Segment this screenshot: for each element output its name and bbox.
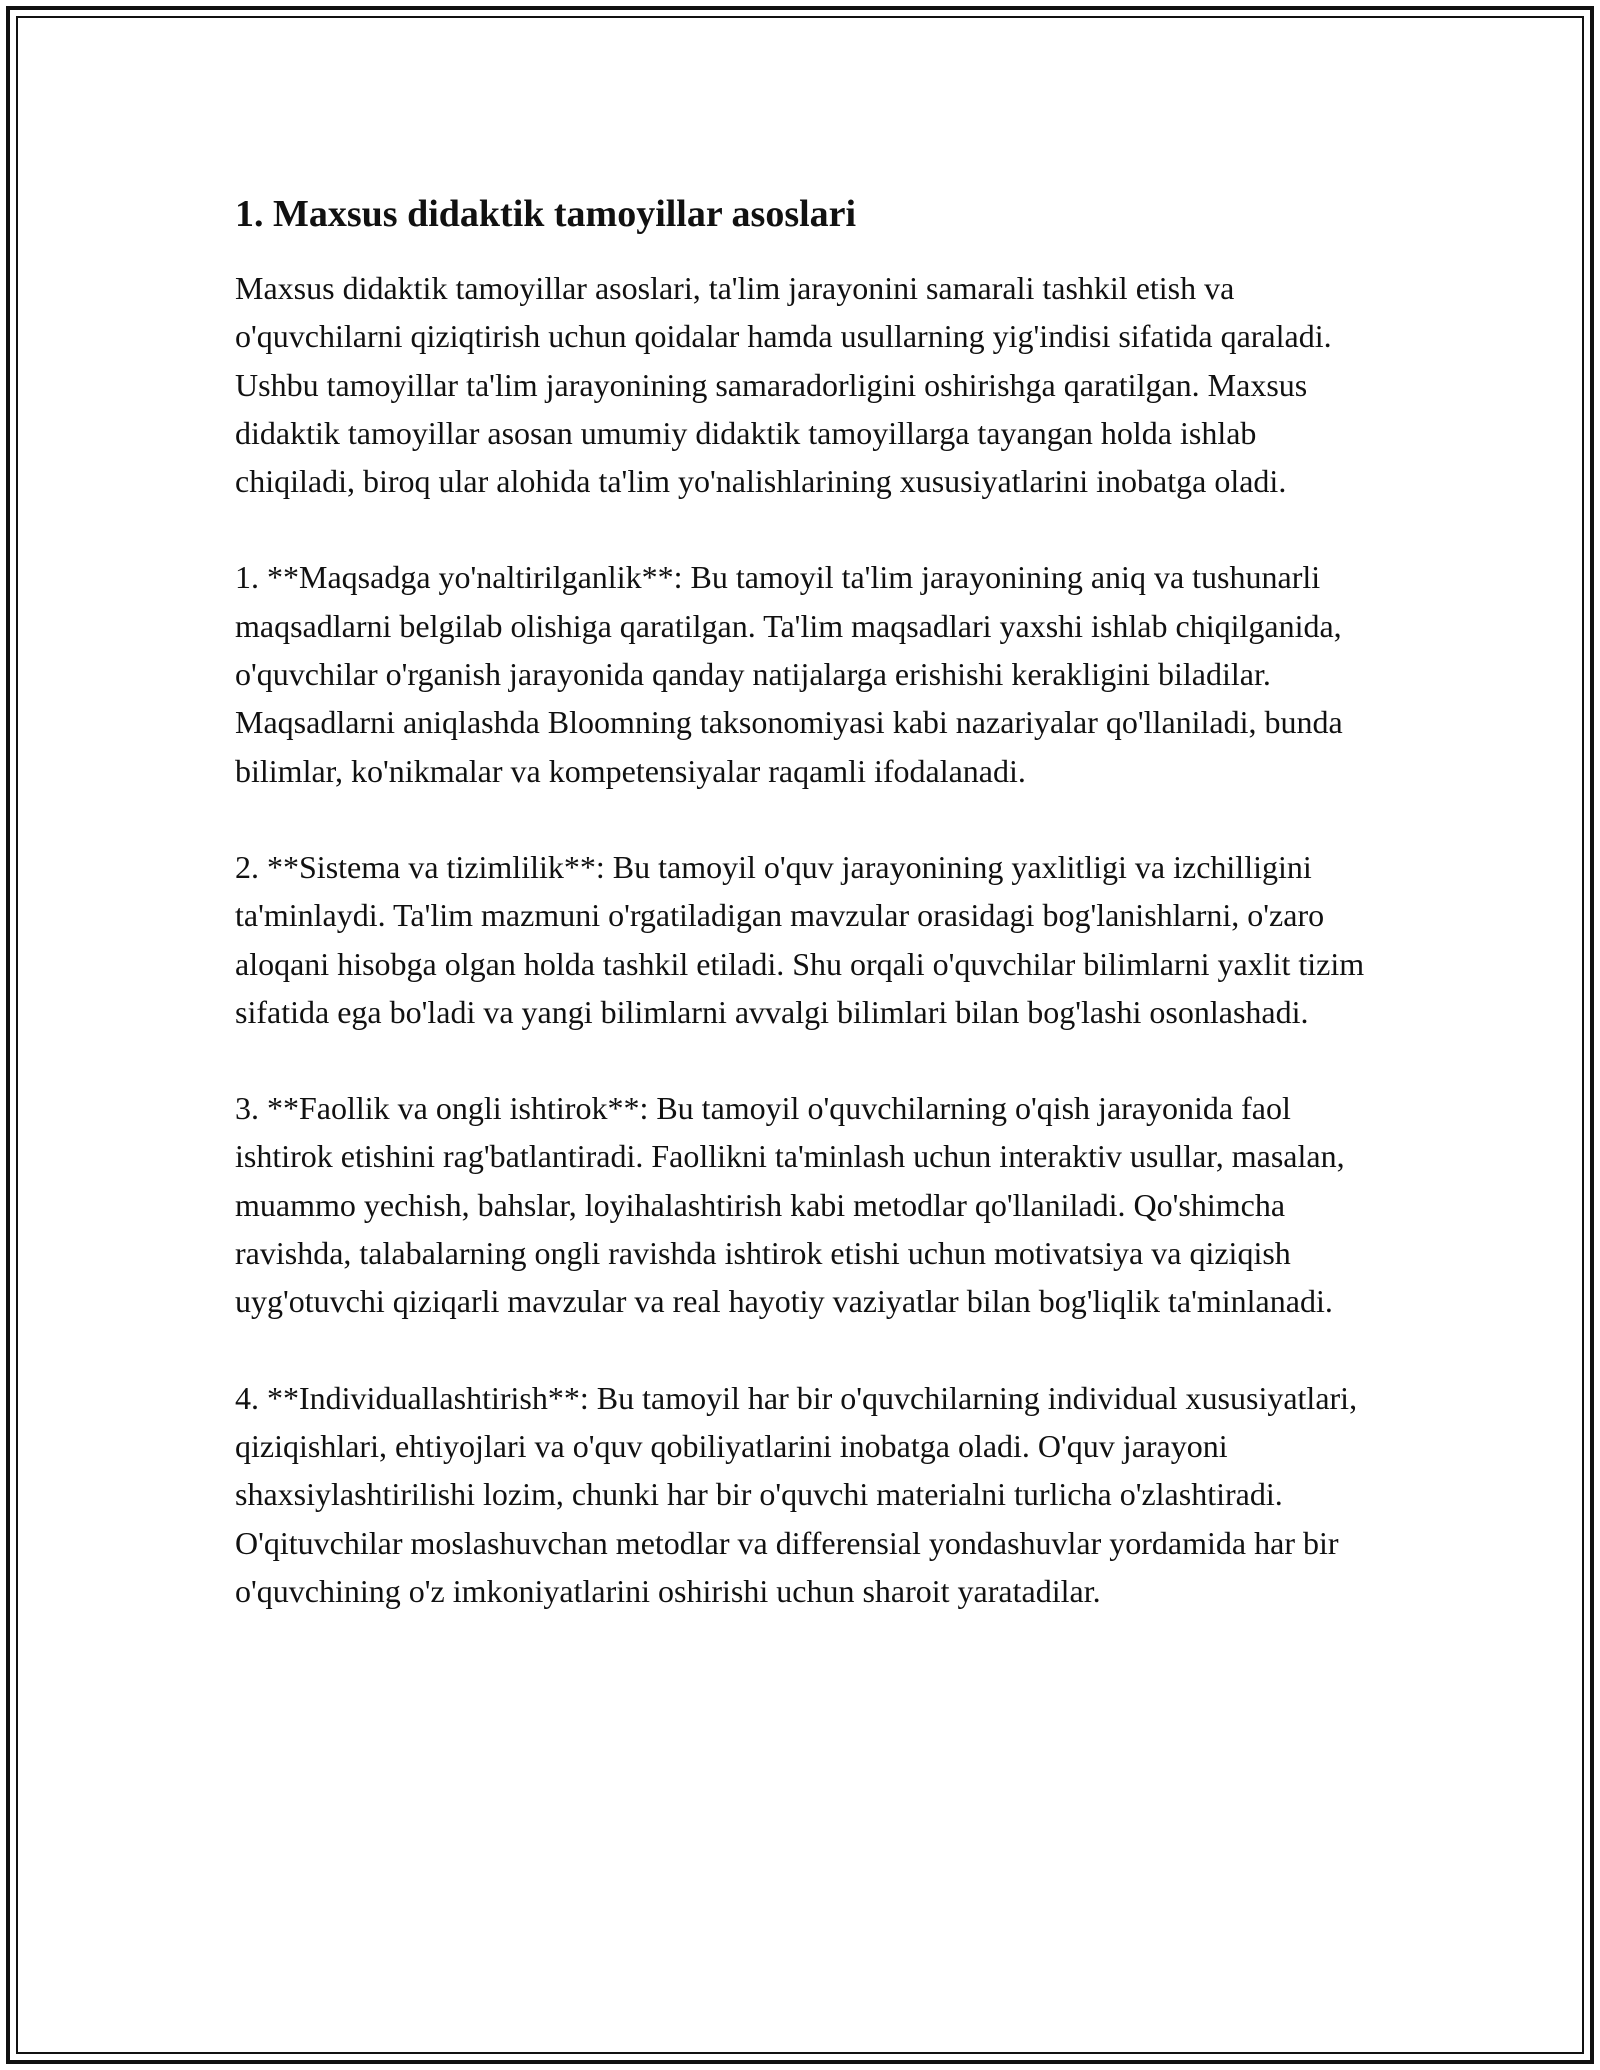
- section-heading: 1. Maxsus didaktik tamoyillar asoslari: [235, 193, 857, 235]
- principle-paragraph-2: 2. **Sistema va tizimlilik**: Bu tamoyil o'quv jarayonining yaxlitligi va izchilligini ta'minlaydi. Ta'lim mazmuni o'rgatiladigan mavzular orasidagi bog'lanishlarni, o'zaro aloqani hisobga olgan holda tashkil etiladi. Shu orqali o'quvchilar bilimlarni yaxlit tizim sifatida ega bo'ladi va yangi bilimlarni avvalgi bilimlari bilan bog'lashi osonlashadi.: [235, 848, 1365, 1030]
- principle-paragraph-3: 3. **Faollik va ongli ishtirok**: Bu tamoyil o'quvchilarning o'qish jarayonida faol ishtirok etishini rag'batlantiradi. Faollikni ta'minlash uchun interaktiv usullar, masalan, muammo yechish, bahslar, loyihalashtirish kabi metodlar qo'llaniladi. Qo'shimcha ravishda, talabalarning ongli ravishda ishtirok etishi uchun motivatsiya va qiziqish uyg'otuvchi qiziqarli mavzular va real hayotiy vaziyatlar bilan bog'liqlik ta'minlanadi.: [235, 1090, 1345, 1320]
- document-body: [235, 188, 1375, 1615]
- intro-paragraph: Maxsus didaktik tamoyillar asoslari, ta'lim jarayonini samarali tashkil etish va o'quvchilarni qiziqtirish uchun qoidalar hamda usullarning yig'indisi sifatida qaraladi. Ushbu tamoyillar ta'lim jarayonining samaradorligini oshirishga qaratilgan. Maxsus didaktik tamoyillar asosan umumiy didaktik tamoyillarga tayangan holda ishlab chiqiladi, biroq ular alohida ta'lim yo'nalishlarining xususiyatlarini inobatga oladi.: [235, 270, 1332, 500]
- principle-paragraph-1: 1. **Maqsadga yo'naltirilganlik**: Bu tamoyil ta'lim jarayonining aniq va tushunarli maqsadlarni belgilab olishiga qaratilgan. Ta'lim maqsadlari yaxshi ishlab chiqilganida, o'quvchilar o'rganish jarayonida qanday natijalarga erishishi kerakligini biladilar. Maqsadlarni aniqlashda Bloomning taksonomiyasi kabi nazariyalar qo'llaniladi, bunda bilimlar, ko'nikmalar va kompetensiyalar raqamli ifodalanadi.: [235, 559, 1343, 789]
- principle-paragraph-4: 4. **Individuallashtirish**: Bu tamoyil har bir o'quvchilarning individual xususiyatlari, qiziqishlari, ehtiyojlari va o'quv qobiliyatlarini inobatga oladi. O'quv jarayoni shaxsiylashtirilishi lozim, chunki har bir o'quvchi materialni turlicha o'zlashtiradi. O'qituvchilar moslashuvchan metodlar va differensial yondashuvlar yordamida har bir o'quvchining o'z imkoniyatlarini oshirishi uchun sharoit yaratadilar.: [235, 1379, 1358, 1609]
